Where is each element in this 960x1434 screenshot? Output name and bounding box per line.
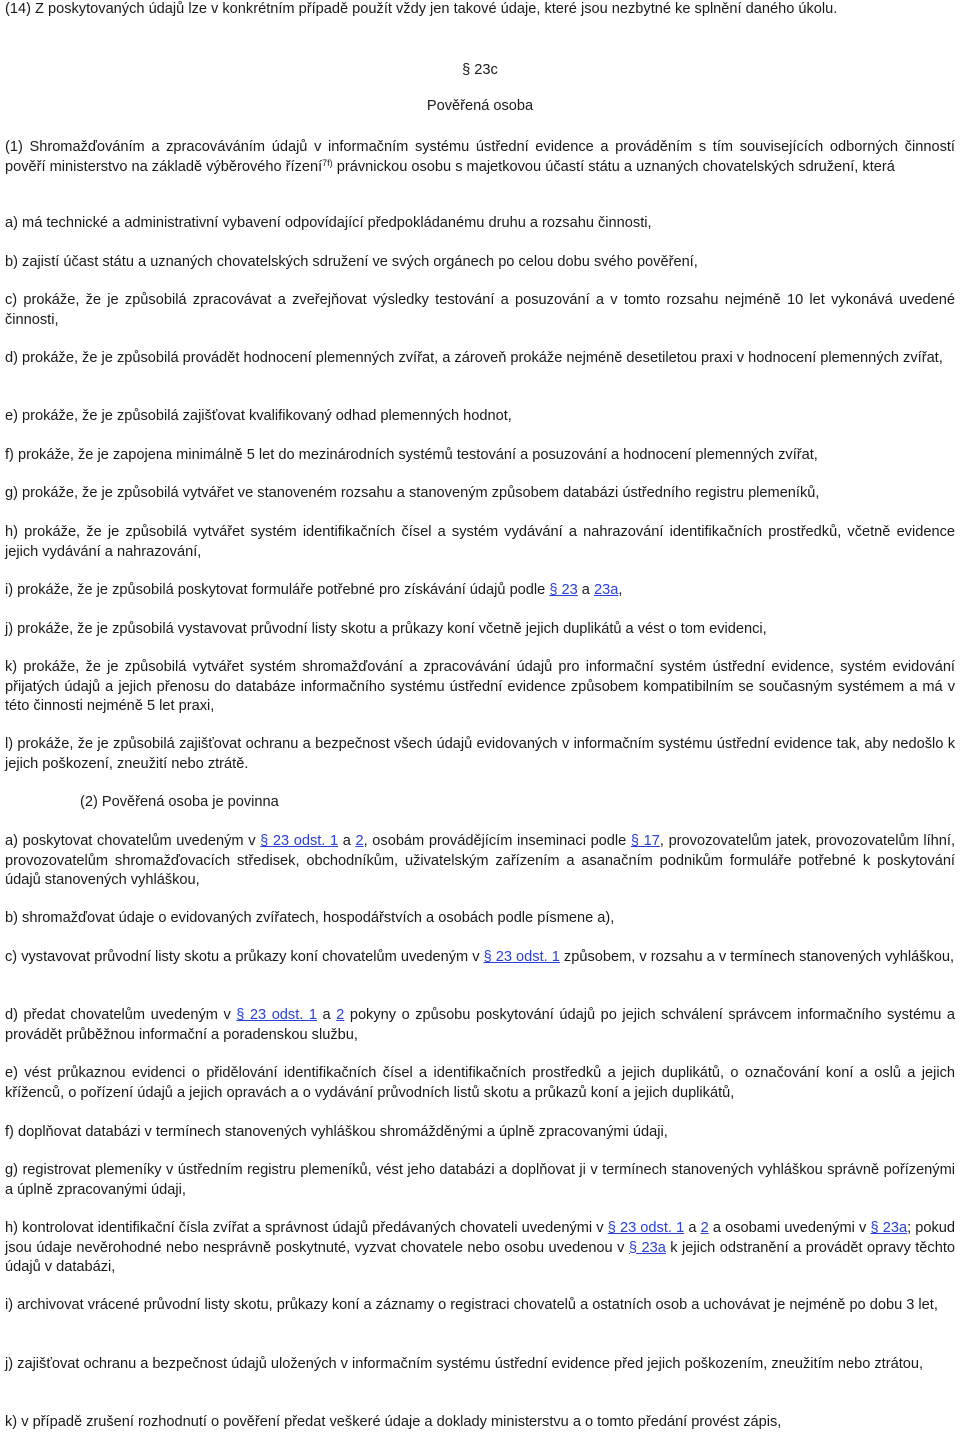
link-section-23-odst-1[interactable]: § 23 odst. 1 — [236, 1007, 317, 1023]
link-section-17[interactable]: § 17 — [630, 833, 660, 849]
list2-item-h-text-cont: a osobami uvedenými v — [708, 1220, 871, 1236]
list2-item-f: f) doplňovat databázi v termínech stanovených vyhláškou shromážděnými a úplně zpracovanými údaji, — [5, 1124, 668, 1140]
conjunction: a — [316, 1007, 337, 1023]
list2-item-d-text: d) předat chovatelům uvedeným v — [5, 1007, 237, 1023]
conjunction: a — [338, 833, 356, 849]
link-section-23[interactable]: § 23 — [549, 582, 578, 598]
list2-item-a-text-cont: , osobám provádějícím inseminaci podle — [363, 833, 631, 849]
list2-item-h-text: h) kontrolovat identifikační čísla zvířat a správnost údajů předávaných chovateli uvedenými v — [5, 1220, 608, 1236]
list2-item-c — [5, 948, 955, 968]
link-section-23a[interactable]: § 23a — [870, 1220, 908, 1236]
list2-item-e: e) vést průkaznou evidenci o přidělování identifikačních čísel a identifikačních prostředků a jejich duplikátů, o označování koní a oslů a jejich kříženců, o pořízení údajů a jejich opravách a o vydávání průvodních listů skotu a průkazů koní a jejich duplikátů, — [5, 1065, 955, 1101]
list2-item-a — [5, 832, 955, 891]
list2-item-h-text-end: k jejich odstranění a provádět opravy těchto údajů v databázi, — [5, 1239, 955, 1276]
list1-item-i — [5, 581, 955, 601]
section-title: Pověřená osoba — [426, 98, 534, 114]
link-section-23-odst-1[interactable]: § 23 odst. 1 — [260, 833, 339, 849]
list1-item-b: b) zajistí účast státu a uznaných chovatelských sdružení ve svých orgánech po celou dobu svého pověření, — [5, 254, 698, 270]
list2-item-k: k) v případě zrušení rozhodnutí o pověření předat veškeré údaje a doklady ministerstvu a o tomto předání provést zápis, — [5, 1414, 782, 1430]
list2-item-a-text-end: , provozovatelům jatek, provozovatelům líhní, provozovatelům shromažďovacích středisek, obchodníkům, uživatelským zařízením a asanačním podnikům formuláře potřebné k poskytování údajů stanovených vyhláškou, — [5, 833, 955, 889]
list2-item-c-text-end: způsobem, v rozsahu a v termínech stanovených vyhláškou, — [559, 949, 955, 965]
list2-item-d — [5, 1006, 955, 1045]
list1-item-l: l) prokáže, že je způsobilá zajišťovat ochranu a bezpečnost všech údajů evidovaných v informačním systému ústřední evidence tak, aby nedošlo k jejich poškození, zneužití nebo ztrátě. — [5, 736, 955, 772]
conjunction: a — [684, 1220, 701, 1236]
list2-item-c-text: c) vystavovat průvodní listy skotu a průkazy koní chovatelům uvedeným v — [5, 949, 484, 965]
list2-item-h — [5, 1219, 955, 1278]
list2-item-g: g) registrovat plemeníky v ústředním registru plemeníků, vést jeho databázi a doplňovat ji v termínech stanovených vyhláškou správně pořízenými a úplně zpracovanými údaji, — [5, 1162, 955, 1198]
section-number: § 23c — [462, 62, 498, 78]
link-section-23a[interactable]: 23a — [593, 582, 619, 598]
list2-item-b: b) shromažďovat údaje o evidovaných zvířatech, hospodářstvích a osobách podle písmene a), — [5, 910, 615, 926]
paragraph-1 — [5, 138, 955, 177]
paragraph-1-text-cont: právnickou osobu s majetkovou účastí státu a uznaných chovatelských sdružení, která — [332, 158, 895, 175]
conjunction: a — [577, 582, 594, 598]
link-section-23a[interactable]: § 23a — [628, 1239, 666, 1256]
list1-item-d: d) prokáže, že je způsobilá provádět hodnocení plemenných zvířat, a zároveň prokáže nejméně desetiletou praxi v hodnocení plemenných zvířat, — [5, 350, 943, 366]
link-section-23-odst-1[interactable]: § 23 odst. 1 — [483, 949, 560, 965]
paragraph-2: (2) Pověřená osoba je povinna — [80, 794, 279, 810]
list2-item-j: j) zajišťovat ochranu a bezpečnost údajů uložených v informačním systému ústřední evidence před jejich poškozením, zneužitím nebo ztrátou, — [5, 1356, 924, 1372]
footnote-ref[interactable]: 7f) — [322, 157, 333, 168]
paragraph-14: (14) Z poskytovaných údajů lze v konkrétním případě použít vždy jen takové údaje, které jsou nezbytné ke splnění daného úkolu. — [5, 1, 838, 17]
link-odst-2[interactable]: 2 — [355, 833, 364, 849]
punctuation: , — [618, 582, 623, 598]
link-odst-2[interactable]: 2 — [336, 1007, 345, 1023]
link-odst-2[interactable]: 2 — [700, 1220, 709, 1236]
list1-item-a: a) má technické a administrativní vybavení odpovídající předpokládanému druhu a rozsahu činnosti, — [5, 215, 652, 231]
list2-item-h-text-cont2: ; pokud jsou údaje nevěrohodné nebo nesprávně poskytnuté, vyzvat chovatele nebo osobu uvedenou v — [5, 1220, 956, 1256]
list1-item-e: e) prokáže, že je způsobilá zajišťovat kvalifikovaný odhad plemenných hodnot, — [5, 408, 512, 424]
list1-item-k: k) prokáže, že je způsobilá vytvářet systém shromažďování a zpracovávání údajů pro informační systém ústřední evidence, systém evidování přijatých údajů a jejich přenosu do databáze informačního systému ústřední evidence způsobem kompatibilním se současným systémem a má v této činnosti nejméně 5 let praxi, — [5, 659, 955, 715]
link-section-23-odst-1[interactable]: § 23 odst. 1 — [607, 1220, 685, 1236]
list2-item-d-text-end: pokyny o způsobu poskytování údajů po jejich schválení správcem informačního systému a provádět průběžnou informační a poradenskou službu, — [5, 1007, 955, 1043]
list1-item-f: f) prokáže, že je zapojena minimálně 5 let do mezinárodních systémů testování a posuzování a hodnocení plemenných zvířat, — [5, 447, 818, 463]
list2-item-a-text: a) poskytovat chovatelům uvedeným v — [5, 833, 261, 849]
list1-item-j: j) prokáže, že je způsobilá vystavovat průvodní listy skotu a průkazy koní včetně jejich duplikátů a vést o tom evidenci, — [5, 621, 767, 637]
list1-item-g: g) prokáže, že je způsobilá vytvářet ve stanoveném rozsahu a stanoveným způsobem databázi ústředního registru plemeníků, — [5, 485, 820, 501]
paragraph-1-text: (1) Shromažďováním a zpracováváním údajů v informačním systému ústřední evidence a prováděním s tím souvisejících odborných činností pověří ministerstvo na základě výběrového řízení — [5, 139, 955, 175]
list1-item-h: h) prokáže, že je způsobilá vytvářet systém identifikačních čísel a systém vydávání a nahrazování identifikačních prostředků, včetně evidence jejich vydávání a nahrazování, — [5, 524, 955, 560]
list1-item-i-text: i) prokáže, že je způsobilá poskytovat formuláře potřebné pro získávání údajů podle — [5, 582, 550, 598]
list1-item-c: c) prokáže, že je způsobilá zpracovávat a zveřejňovat výsledky testování a posuzování a v tomto rozsahu nejméně 10 let vykonává uvedené činnosti, — [5, 292, 955, 328]
list2-item-i: i) archivovat vrácené průvodní listy skotu, průkazy koní a záznamy o registraci chovatelů a ostatních osob a uchovávat je nejméně po dobu 3 let, — [5, 1297, 938, 1313]
